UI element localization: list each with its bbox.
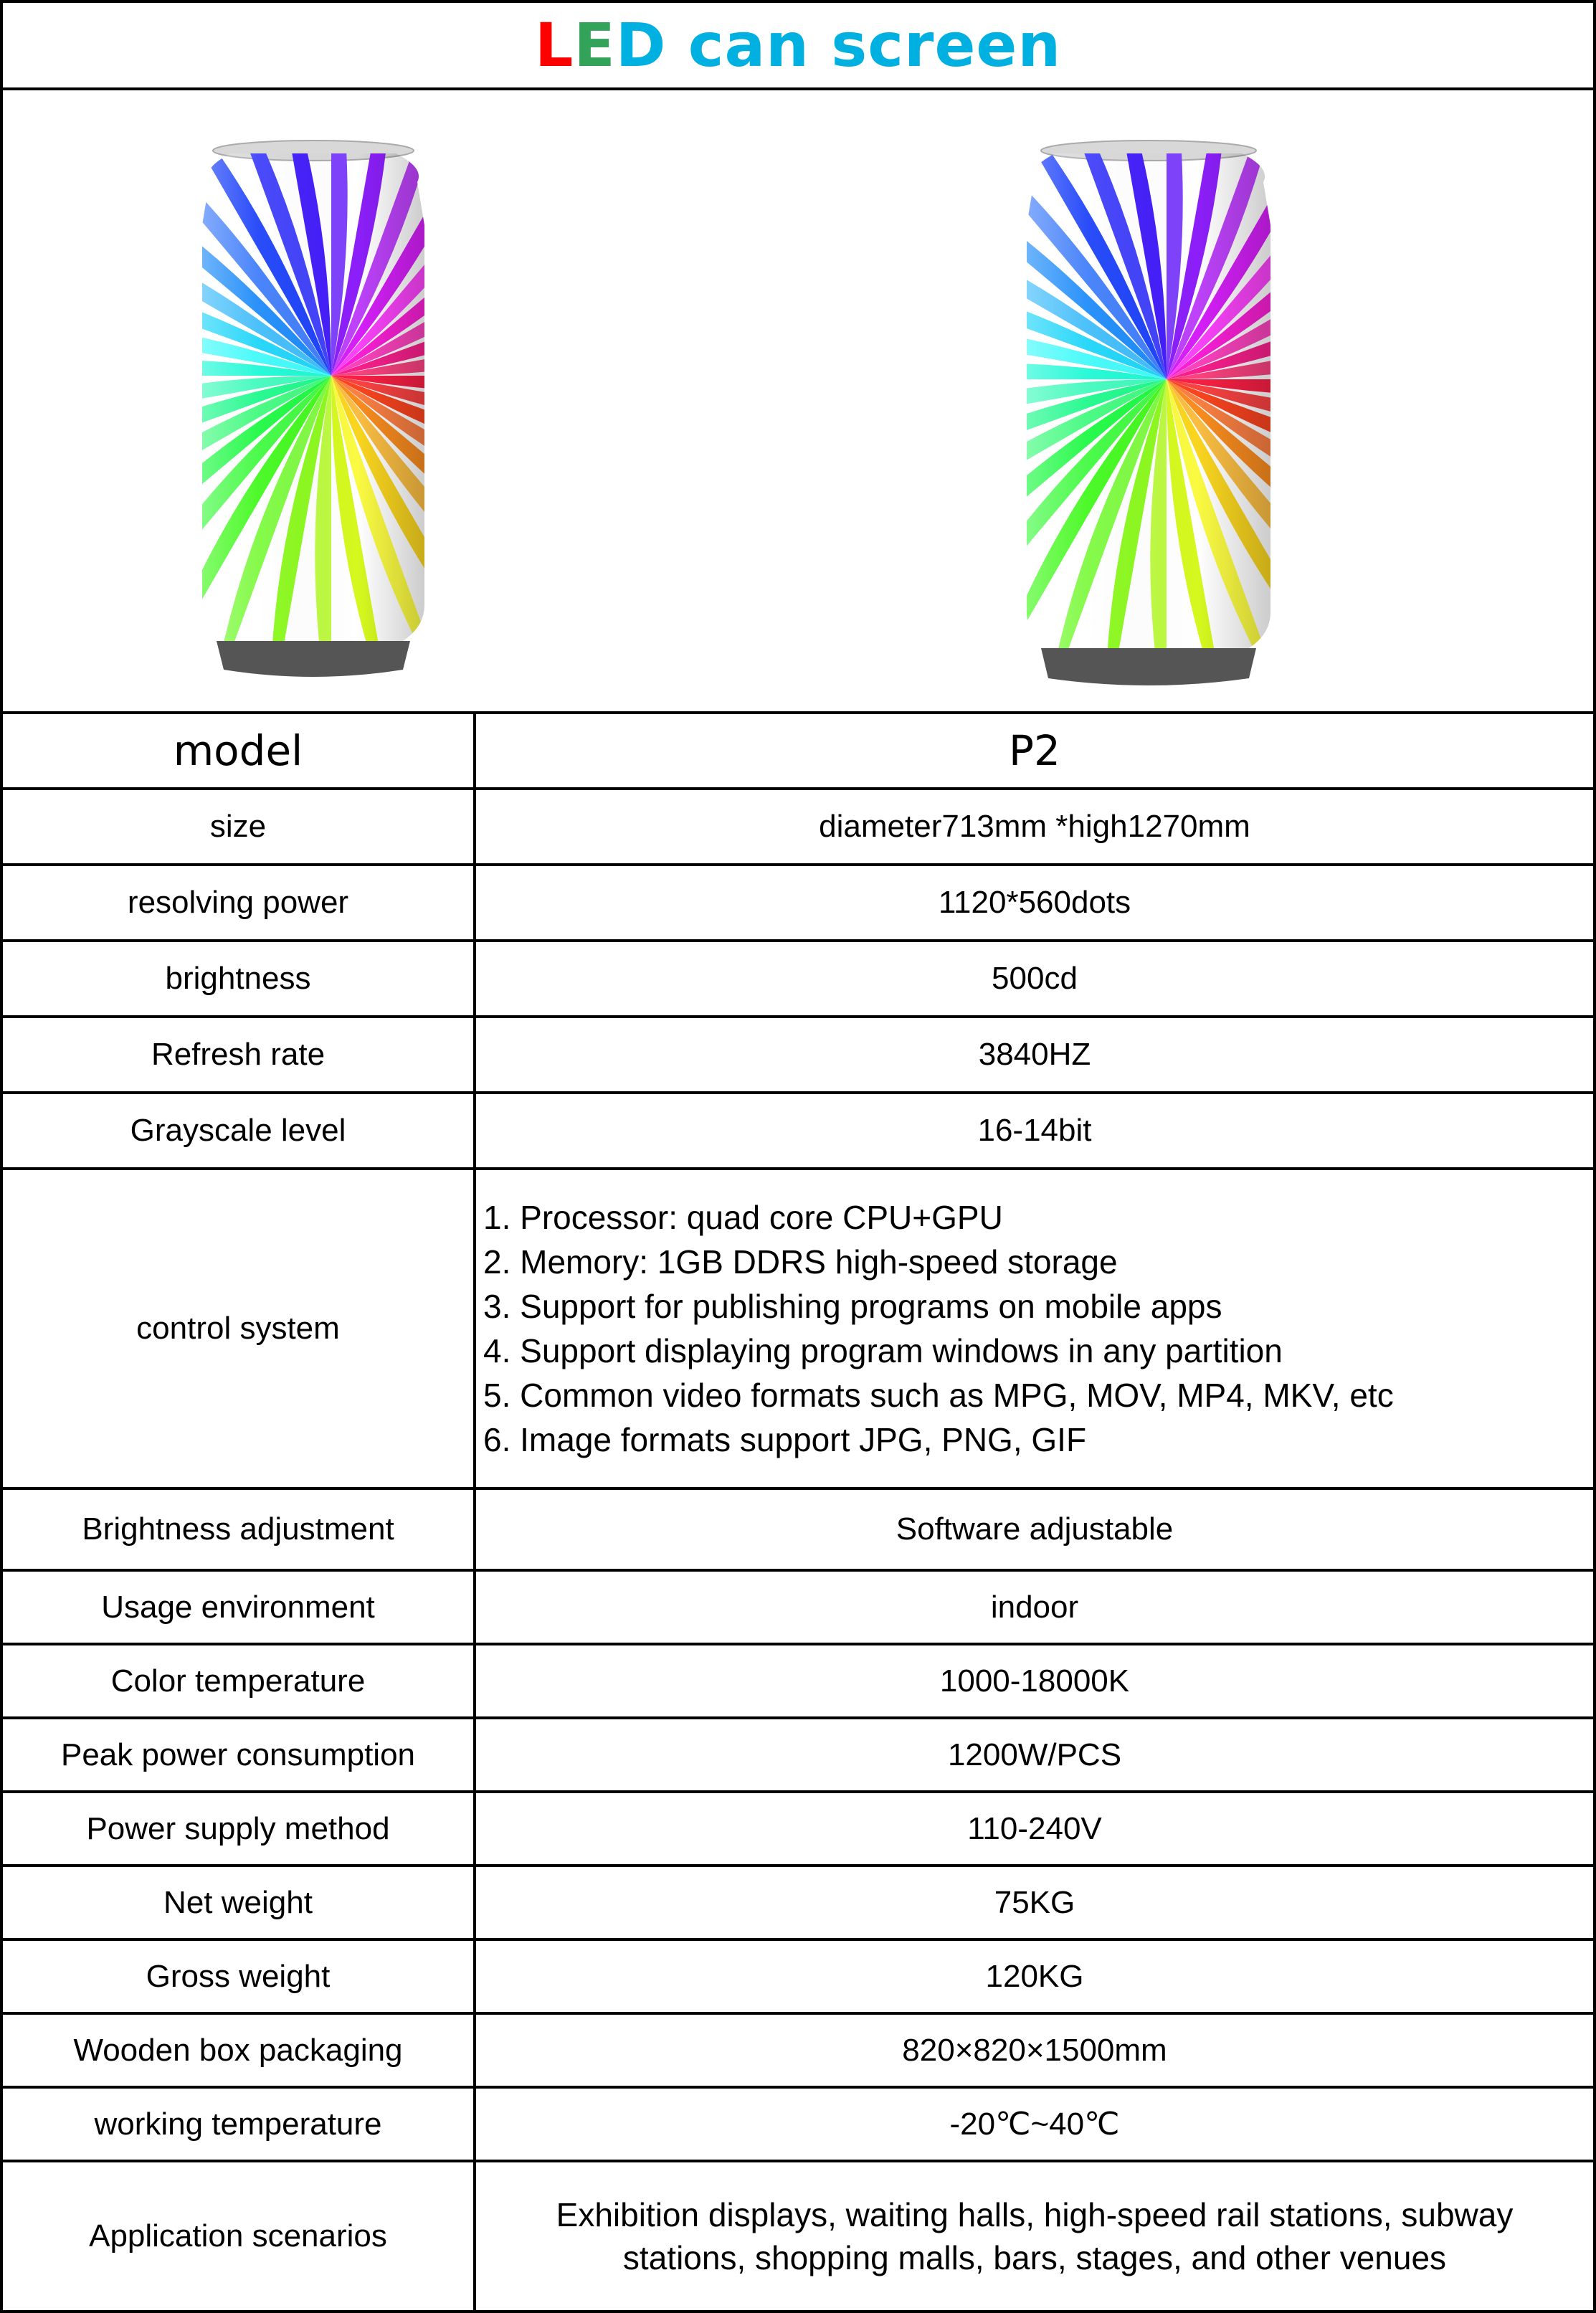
row-value: 75KG — [994, 1884, 1075, 1920]
row-value: 820×820×1500mm — [902, 2032, 1167, 2068]
row-value: 1120*560dots — [938, 885, 1131, 920]
row-label: Refresh rate — [3, 1018, 476, 1091]
row-value: indoor — [990, 1589, 1079, 1625]
table-row-power-supply — [3, 1790, 1593, 1864]
row-label: Brightness adjustment — [3, 1490, 476, 1569]
table-row-net-weight — [3, 1864, 1593, 1938]
title-row — [0, 0, 1596, 87]
spec-table — [0, 711, 1596, 2313]
row-label: Peak power consumption — [3, 1719, 476, 1790]
row-label: Grayscale level — [3, 1094, 476, 1167]
row-label: size — [3, 790, 476, 863]
table-row-working-temperature — [3, 2086, 1593, 2160]
product-image-row — [0, 87, 1596, 711]
led-can-image-right — [1012, 139, 1285, 713]
row-value: 16-14bit — [977, 1113, 1092, 1148]
row-value: 110-240V — [967, 1810, 1102, 1846]
table-row-grayscale — [3, 1091, 1593, 1167]
led-can-image-left — [188, 139, 439, 706]
application-line: Exhibition displays, waiting halls, high-speed rail stations, subway — [556, 2196, 1514, 2233]
application-line: stations, shopping malls, bars, stages, and other venues — [622, 2239, 1447, 2276]
list-item: 2. Memory: 1GB DDRS high-speed storage — [483, 1243, 1118, 1281]
row-value: Software adjustable — [896, 1511, 1174, 1547]
table-row-packaging — [3, 2012, 1593, 2086]
table-row-usage-environment — [3, 1569, 1593, 1643]
row-label: Application scenarios — [3, 2162, 476, 2310]
list-item: 4. Support displaying program windows in any partition — [483, 1332, 1283, 1369]
page-title — [535, 10, 1061, 80]
control-system-list — [483, 1195, 1394, 1462]
row-label: working temperature — [3, 2089, 476, 2160]
row-value: diameter713mm *high1270mm — [819, 809, 1250, 844]
table-row-size — [3, 787, 1593, 863]
row-value: 3840HZ — [978, 1037, 1091, 1072]
row-value — [476, 2162, 1593, 2310]
table-row-brightness-adjustment — [3, 1487, 1593, 1569]
row-label: Usage environment — [3, 1572, 476, 1643]
list-item: 1. Processor: quad core CPU+GPU — [483, 1199, 1003, 1236]
row-value: -20℃~40℃ — [949, 2107, 1120, 2142]
table-row-color-temperature — [3, 1643, 1593, 1716]
table-row-resolving-power — [3, 863, 1593, 939]
application-text — [556, 2193, 1514, 2279]
row-label: brightness — [3, 942, 476, 1015]
list-item: 6. Image formats support JPG, PNG, GIF — [483, 1421, 1087, 1458]
row-value: 1200W/PCS — [947, 1737, 1122, 1772]
table-row-control-system — [3, 1167, 1593, 1487]
row-value: P2 — [1009, 726, 1060, 775]
table-row-model — [3, 711, 1593, 787]
row-label: Gross weight — [3, 1941, 476, 2012]
table-row-application — [3, 2160, 1593, 2313]
row-label: Color temperature — [3, 1645, 476, 1716]
row-value: 120KG — [985, 1958, 1084, 1994]
title-letter-l: L — [534, 10, 574, 80]
row-label: Net weight — [3, 1867, 476, 1938]
list-item: 3. Support for publishing programs on mobile apps — [483, 1288, 1222, 1325]
title-rest: D can screen — [615, 10, 1062, 80]
row-label: resolving power — [3, 866, 476, 939]
row-label: Wooden box packaging — [3, 2015, 476, 2086]
row-label: control system — [3, 1170, 476, 1487]
row-value — [476, 1170, 1593, 1487]
table-row-brightness — [3, 939, 1593, 1015]
row-label: Power supply method — [3, 1793, 476, 1864]
row-value: 500cd — [992, 961, 1078, 996]
row-label: model — [3, 714, 476, 787]
table-row-peak-power — [3, 1716, 1593, 1790]
table-row-refresh-rate — [3, 1015, 1593, 1091]
title-letter-e: E — [574, 10, 616, 80]
row-value: 1000-18000K — [939, 1663, 1130, 1699]
table-row-gross-weight — [3, 1938, 1593, 2012]
list-item: 5. Common video formats such as MPG, MOV, MP4, MKV, etc — [483, 1377, 1394, 1414]
